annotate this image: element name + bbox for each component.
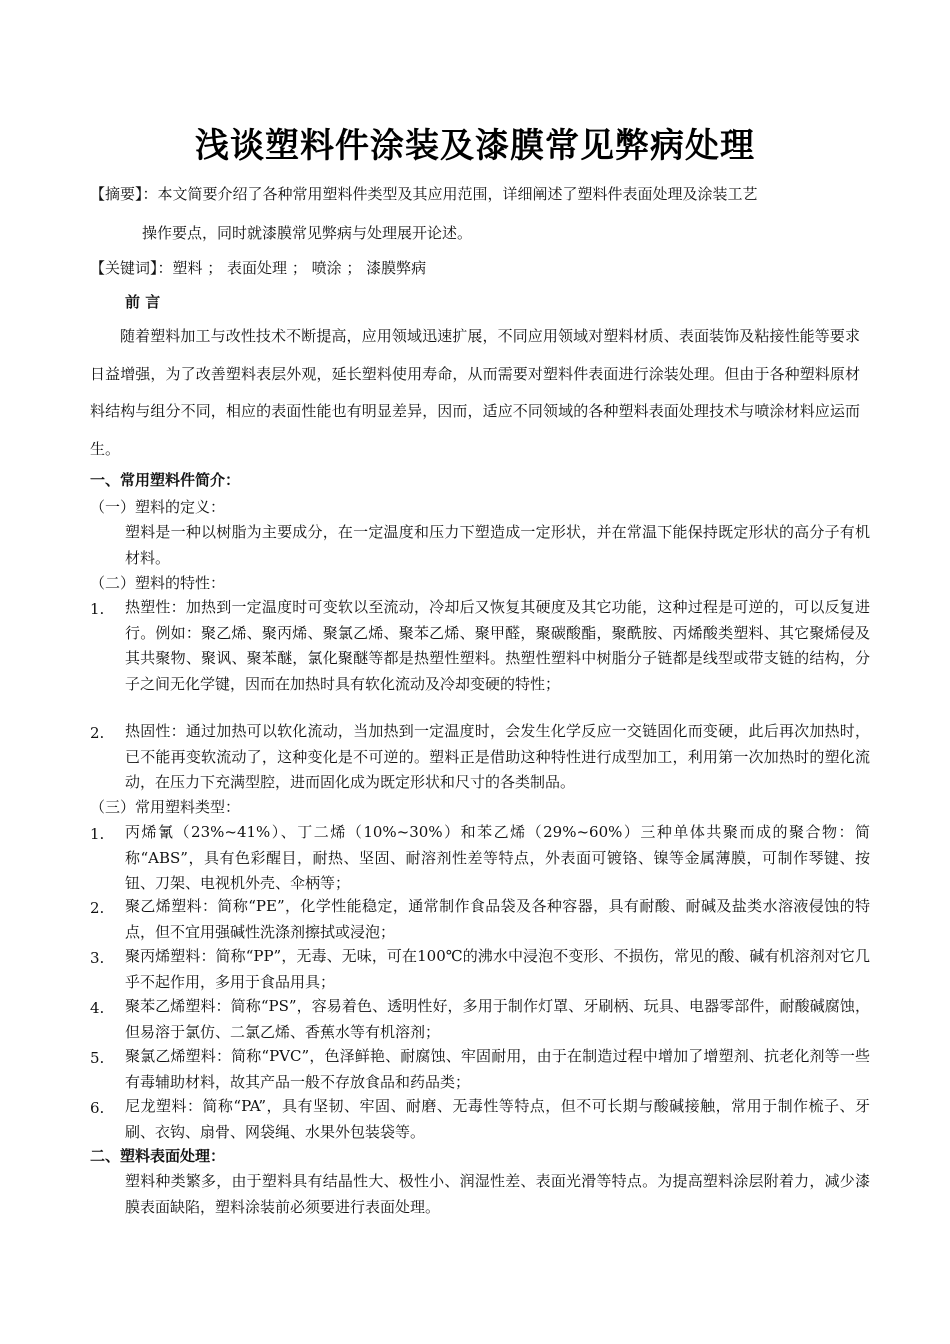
list-item-number: 4. (90, 999, 105, 1017)
list-item-number: 2. (90, 899, 105, 917)
keywords-label: 【关键词】： (90, 259, 173, 277)
list-item-number: 2. (90, 724, 105, 742)
section1-sub1-text: 塑料是一种以树脂为主要成分，在一定温度和压力下塑造成一定形状，并在常温下能保持既定形状的高分子有机材料。 (125, 523, 870, 567)
list-item-text: 热塑性：加热到一定温度时可变软以至流动，冷却后又恢复其硬度及其它功能，这种过程是可逆的，可以反复进行。例如：聚乙烯、聚丙烯、聚氯乙烯、聚苯乙烯、聚甲醛，聚碳酸酯，聚酰胺、丙烯酸类塑料、其它聚烯侵及其共聚物、聚讽、聚苯醚，氯化聚醚等都是热塑性塑料。热塑性塑料中树脂分子链都是线型或带支链的结构，分子之间无化学键，因而在加热时具有软化流动及冷却变硬的特性； (125, 598, 870, 693)
abstract-text-line1: 本文简要介绍了各种常用塑料件类型及其应用范围，详细阐述了塑料件表面处理及涂装工艺 (157, 185, 758, 203)
section1-sub3-heading: （三）常用塑料类型： (90, 798, 241, 816)
list-item-text: 聚氯乙烯塑料：简称“PVC”，色泽鲜艳、耐腐蚀、牢固耐用，由于在制造过程中增加了增塑剂、抗老化剂等一些有毒辅助材料，故其产品一般不存放食品和药品类； (125, 1047, 870, 1091)
list-item-text: 尼龙塑料：简称“PA”，具有坚韧、牢固、耐磨、无毒性等特点，但不可长期与酸碱接触，常用于制作梳子、牙刷、衣钩、扇骨、网袋绳、水果外包装袋等。 (125, 1097, 870, 1141)
list-item-number: 5. (90, 1049, 105, 1067)
list-item-text: 聚乙烯塑料：简称“PE”，化学性能稳定，通常制作食品袋及各种容器，具有耐酸、耐碱及盐类水溶液侵蚀的特点，但不宜用强碱性洗涤剂擦拭或浸泡； (125, 897, 870, 941)
list-item-number: 6. (90, 1099, 105, 1117)
list-item-number: 3. (90, 949, 105, 967)
section1-sub1-heading: （一）塑料的定义： (90, 498, 226, 516)
preface-heading: 前 言 (125, 293, 161, 311)
list-item-number: 1. (90, 825, 105, 843)
list-item-text: 聚丙烯塑料：简称“PP”，无毒、无味，可在100℃的沸水中浸泡不变形、不损伤，常见的酸、碱有机溶剂对它几乎不起作用，多用于食品用具； (125, 947, 870, 991)
keywords-line (90, 258, 426, 278)
list-item-number: 1. (90, 600, 105, 618)
list-item-text: 聚苯乙烯塑料：简称“PS”，容易着色、透明性好，多用于制作灯罩、牙刷柄、玩具、电器零部件，耐酸碱腐蚀，但易溶于氯仿、二氯乙烯、香蕉水等有机溶剂； (125, 997, 870, 1041)
abstract-line1 (90, 184, 758, 204)
abstract-label: 【摘要】： (90, 185, 158, 203)
section2-paragraph: 塑料种类繁多，由于塑料具有结晶性大、极性小、润湿性差、表面光滑等特点。为提高塑料涂层附着力，减少漆膜表面缺陷，塑料涂装前必须要进行表面处理。 (125, 1172, 870, 1216)
section1-heading: 一、常用塑料件简介： (90, 471, 241, 489)
list-item-text: 热固性：通过加热可以软化流动，当加热到一定温度时，会发生化学反应一交链固化而变硬，此后再次加热时，已不能再变软流动了，这种变化是不可逆的。塑料正是借助这种特性进行成型加工，利用第一次加热时的塑化流动，在压力下充满型腔，进而固化成为既定形状和尺寸的各类制品。 (125, 722, 870, 791)
list-item-text: 丙烯氰（23%~41%）、丁二烯（10%~30%）和苯乙烯（29%~60%）三种单体共聚而成的聚合物：简称“ABS”，具有色彩醒目，耐热、坚固、耐溶剂性差等特点，外表面可镀铬、镍等金属薄膜，可制作琴键、按钮、刀架、电视机外壳、伞柄等； (125, 823, 870, 892)
section1-sub2-heading: （二）塑料的特性： (90, 574, 226, 592)
document-title: 浅谈塑料件涂装及漆膜常见弊病处理 (195, 126, 755, 166)
preface-paragraph: 随着塑料加工与改性技术不断提高，应用领域迅速扩展，不同应用领域对塑料材质、表面装饰及粘接性能等要求日益增强，为了改善塑料表层外观，延长塑料使用寿命，从而需要对塑料件表面进行涂装处理。但由于各种塑料原材料结构与组分不同，相应的表面性能也有明显差异，因而，适应不同领域的各种塑料表面处理技术与喷涂材料应运而生。 (90, 327, 860, 458)
keywords-text: 塑料 ； 表面处理 ； 喷涂 ； 漆膜弊病 (172, 259, 427, 277)
abstract-text-line2: 操作要点，同时就漆膜常见弊病与处理展开论述。 (142, 224, 473, 242)
section2-heading: 二、塑料表面处理： (90, 1147, 226, 1165)
